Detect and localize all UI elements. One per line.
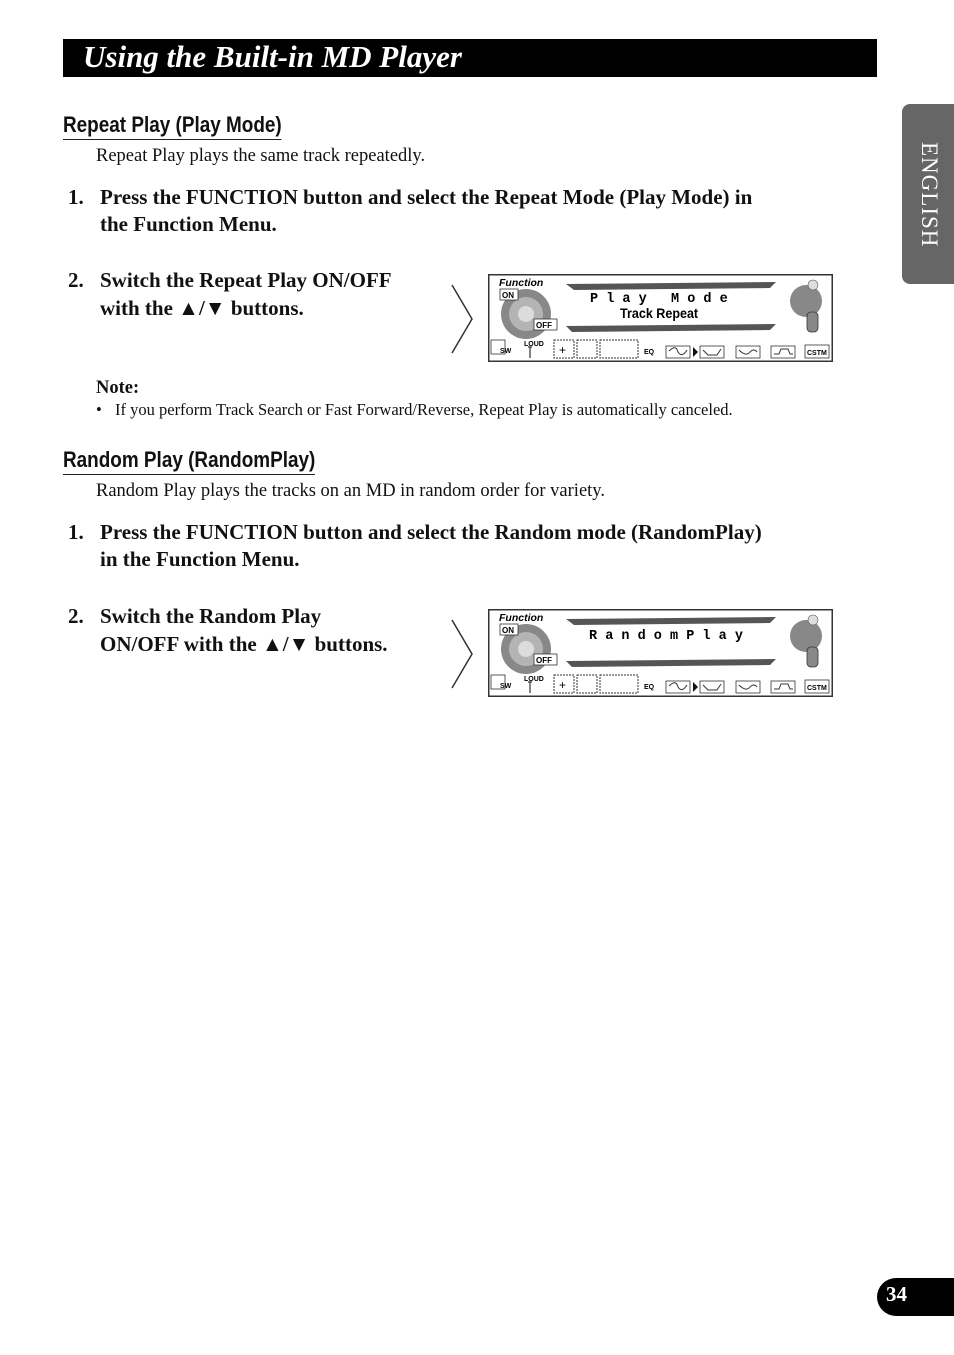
sw-label: SW xyxy=(500,683,512,690)
step-text-line2: ON/OFF with the ▲/▼ buttons. xyxy=(100,632,388,656)
step-text-line1: Switch the Repeat Play ON/OFF xyxy=(100,268,392,292)
knob-icon xyxy=(790,620,822,652)
svg-text:+: + xyxy=(559,343,567,357)
display-line1: P l a y M o d e xyxy=(590,292,728,307)
random-heading: Random Play (RandomPlay) xyxy=(63,447,315,475)
repeat-intro: Repeat Play plays the same track repeatedly. xyxy=(96,146,426,166)
repeat-step-1 xyxy=(68,183,848,239)
language-tab xyxy=(902,104,954,284)
loud-label: LOUD xyxy=(524,676,544,683)
off-label: OFF xyxy=(536,321,552,330)
lcd-display-repeat xyxy=(488,274,833,362)
step-text-line2: in the Function Menu. xyxy=(100,547,300,571)
on-label: ON xyxy=(502,291,514,300)
random-step-1 xyxy=(68,518,848,574)
function-label: Function xyxy=(499,277,544,289)
function-label: Function xyxy=(499,612,544,624)
note-text: If you perform Track Search or Fast Forward/Reverse, Repeat Play is automatically canceled. xyxy=(115,400,733,419)
note-item xyxy=(96,400,733,420)
cstm-label: CSTM xyxy=(807,685,827,692)
chevron-right-icon xyxy=(450,618,474,690)
random-step-2 xyxy=(68,602,448,658)
sw-label: SW xyxy=(500,348,512,355)
language-label: ENGLISH xyxy=(917,142,942,248)
eq-label: EQ xyxy=(644,349,655,356)
note-bullet: • xyxy=(96,400,102,419)
svg-text:+: + xyxy=(559,678,567,692)
knob-icon xyxy=(790,285,822,317)
step-text-line1: Press the FUNCTION button and select the Repeat Mode (Play Mode) in xyxy=(100,185,753,209)
step-number: 1. xyxy=(68,185,84,209)
loud-label: LOUD xyxy=(524,341,544,348)
random-intro: Random Play plays the tracks on an MD in random order for variety. xyxy=(96,481,605,501)
repeat-step-2 xyxy=(68,266,448,322)
page-title-bar xyxy=(63,39,877,77)
on-label: ON xyxy=(502,626,514,635)
chevron-right-icon xyxy=(450,283,474,355)
step-text-line1: Press the FUNCTION button and select the Random mode (RandomPlay) xyxy=(100,520,762,544)
step-number: 1. xyxy=(68,520,84,544)
step-text-line2: with the ▲/▼ buttons. xyxy=(100,296,304,320)
step-text-line1: Switch the Random Play xyxy=(100,604,322,628)
lcd-display-random xyxy=(488,609,833,697)
page-number: 34 xyxy=(886,1282,907,1306)
display-line1: R a n d o m P l a y xyxy=(589,629,743,644)
cstm-label: CSTM xyxy=(807,350,827,357)
step-text-line2: the Function Menu. xyxy=(100,212,277,236)
repeat-heading: Repeat Play (Play Mode) xyxy=(63,112,282,140)
step-number: 2. xyxy=(68,604,84,628)
eq-label: EQ xyxy=(644,684,655,691)
off-label: OFF xyxy=(536,656,552,665)
page-title: Using the Built-in MD Player xyxy=(83,39,462,74)
step-number: 2. xyxy=(68,268,84,292)
note-label: Note: xyxy=(96,378,140,398)
display-line2: Track Repeat xyxy=(620,305,699,322)
page-number-tab xyxy=(877,1278,954,1316)
